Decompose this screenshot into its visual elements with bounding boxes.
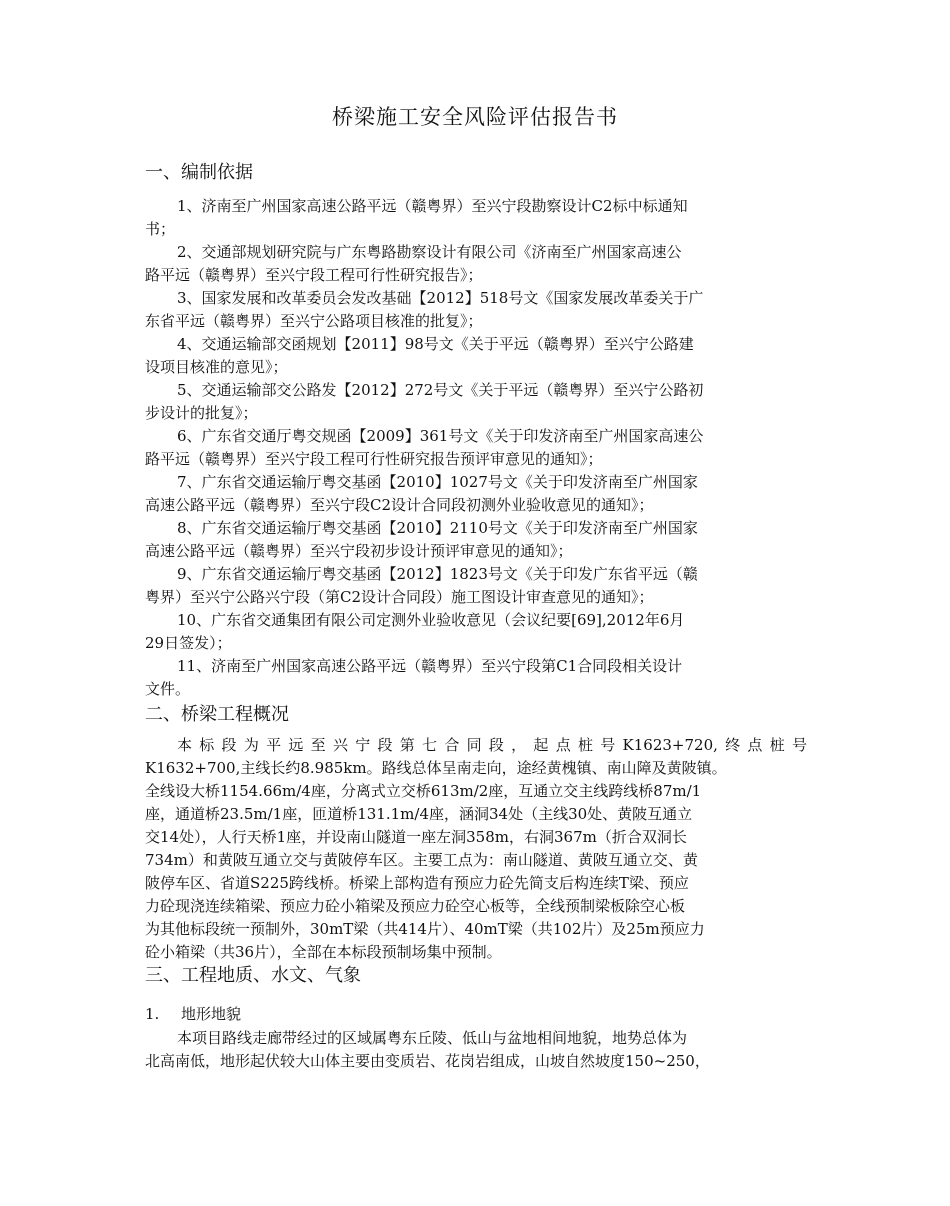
basis-line: 路平远（赣粤界）至兴宁段工程可行性研究报告预评审意见的通知》； [145, 450, 603, 468]
basis-line: 10、广东省交通集团有限公司定测外业验收意见（会议纪要[69],2012年6月 [177, 611, 685, 629]
basis-line: 5、交通运输部交公路发【2012】272号文《关于平远（赣粤界）至兴宁公路初 [177, 381, 704, 399]
section-heading-geology: 三、工程地质、水文、气象 [145, 965, 361, 986]
subsection-label: 地形地貌 [181, 1005, 242, 1023]
basis-line: 高速公路平远（赣粤界）至兴宁段初步设计预评审意见的通知》； [145, 542, 573, 560]
overview-line: 本标段为平远至兴宁段第七合同段，起点桩号K1623+720,终点桩号 [177, 736, 807, 754]
geology-line: 本项目路线走廊带经过的区域属粤东丘陵、低山与盆地相间地貌，地势总体为 [177, 1029, 688, 1047]
basis-line: 高速公路平远（赣粤界）至兴宁段C2设计合同段初测外业验收意见的通知》； [145, 496, 654, 514]
overview-line: 交14处），人行天桥1座，并设南山隧道一座左洞358m，右洞367m（折合双洞长 [145, 828, 687, 846]
basis-line: 步设计的批复》； [145, 404, 258, 422]
overview-line: K1632+700,主线长约8.985km。路线总体呈南走向，途经黄槐镇、南山障及黄陂镇。 [145, 759, 727, 777]
section-heading-basis: 一、编制依据 [145, 162, 253, 183]
overview-line: 全线设大桥1154.66m/4座，分离式立交桥613m/2座，互通立交主线跨线桥87m/1 [145, 782, 702, 800]
basis-line: 书； [145, 220, 176, 238]
basis-line: 东省平远（赣粤界）至兴宁公路项目核准的批复》； [145, 312, 483, 330]
basis-line: 2、交通部规划研究院与广东粤路勘察设计有限公司《济南至广州国家高速公 [177, 243, 682, 261]
geology-line: 北高南低，地形起伏较大山体主要由变质岩、花岗岩组成，山坡自然坡度150~250， [145, 1052, 710, 1070]
basis-line: 路平远（赣粤界）至兴宁段工程可行性研究报告》； [145, 266, 483, 284]
basis-line: 9、广东省交通运输厅粤交基函【2012】1823号文《关于印发广东省平远（赣 [177, 565, 698, 583]
basis-line: 4、交通运输部交函规划【2011】98号文《关于平远（赣粤界）至兴宁公路建 [177, 335, 694, 353]
basis-line: 29日签发）； [145, 634, 232, 652]
subsection-terrain [145, 1003, 241, 1026]
basis-line: 文件。 [145, 680, 191, 698]
overview-line: 734m）和黄陂互通立交与黄陂停车区。主要工点为：南山隧道、黄陂互通立交、黄 [145, 851, 698, 869]
basis-line: 粤界）至兴宁公路兴宁段（第C2设计合同段）施工图设计审查意见的通知》； [145, 588, 654, 606]
overview-line: 座，通道桥23.5m/1座，匝道桥131.1m/4座，涵洞34处（主线30处、黄陂互通立 [145, 805, 693, 823]
document-title: 桥梁施工安全风险评估报告书 [332, 105, 618, 129]
basis-line: 设项目核准的意见》； [145, 358, 288, 376]
overview-line: 陂停车区、省道S225跨线桥。桥梁上部构造有预应力砼先简支后构连续T梁、预应 [145, 874, 689, 892]
basis-line: 3、国家发展和改革委员会发改基础【2012】518号文《国家发展改革委关于广 [177, 289, 704, 307]
overview-line: 为其他标段统一预制外，30mT梁（共414片）、40mT梁（共102片）及25m预应力 [145, 920, 705, 938]
section-heading-overview: 二、桥梁工程概况 [145, 704, 289, 725]
basis-line: 8、广东省交通运输厅粤交基函【2010】2110号文《关于印发济南至广州国家 [177, 519, 698, 537]
overview-line: 力砼现浇连续箱梁、预应力砼小箱梁及预应力砼空心板等，全线预制梁板除空心板 [145, 897, 686, 915]
basis-line: 6、广东省交通厅粤交规函【2009】361号文《关于印发济南至广州国家高速公 [177, 427, 704, 445]
subsection-number: 1. [145, 1005, 160, 1023]
basis-line: 1、济南至广州国家高速公路平远（赣粤界）至兴宁段勘察设计C2标中标通知 [177, 197, 688, 215]
basis-line: 7、广东省交通运输厅粤交基函【2010】1027号文《关于印发济南至广州国家 [177, 473, 698, 491]
overview-line: 砼小箱梁（共36片），全部在本标段预制场集中预制。 [145, 943, 502, 961]
basis-line: 11、济南至广州国家高速公路平远（赣粤界）至兴宁段第C1合同段相关设计 [177, 657, 683, 675]
